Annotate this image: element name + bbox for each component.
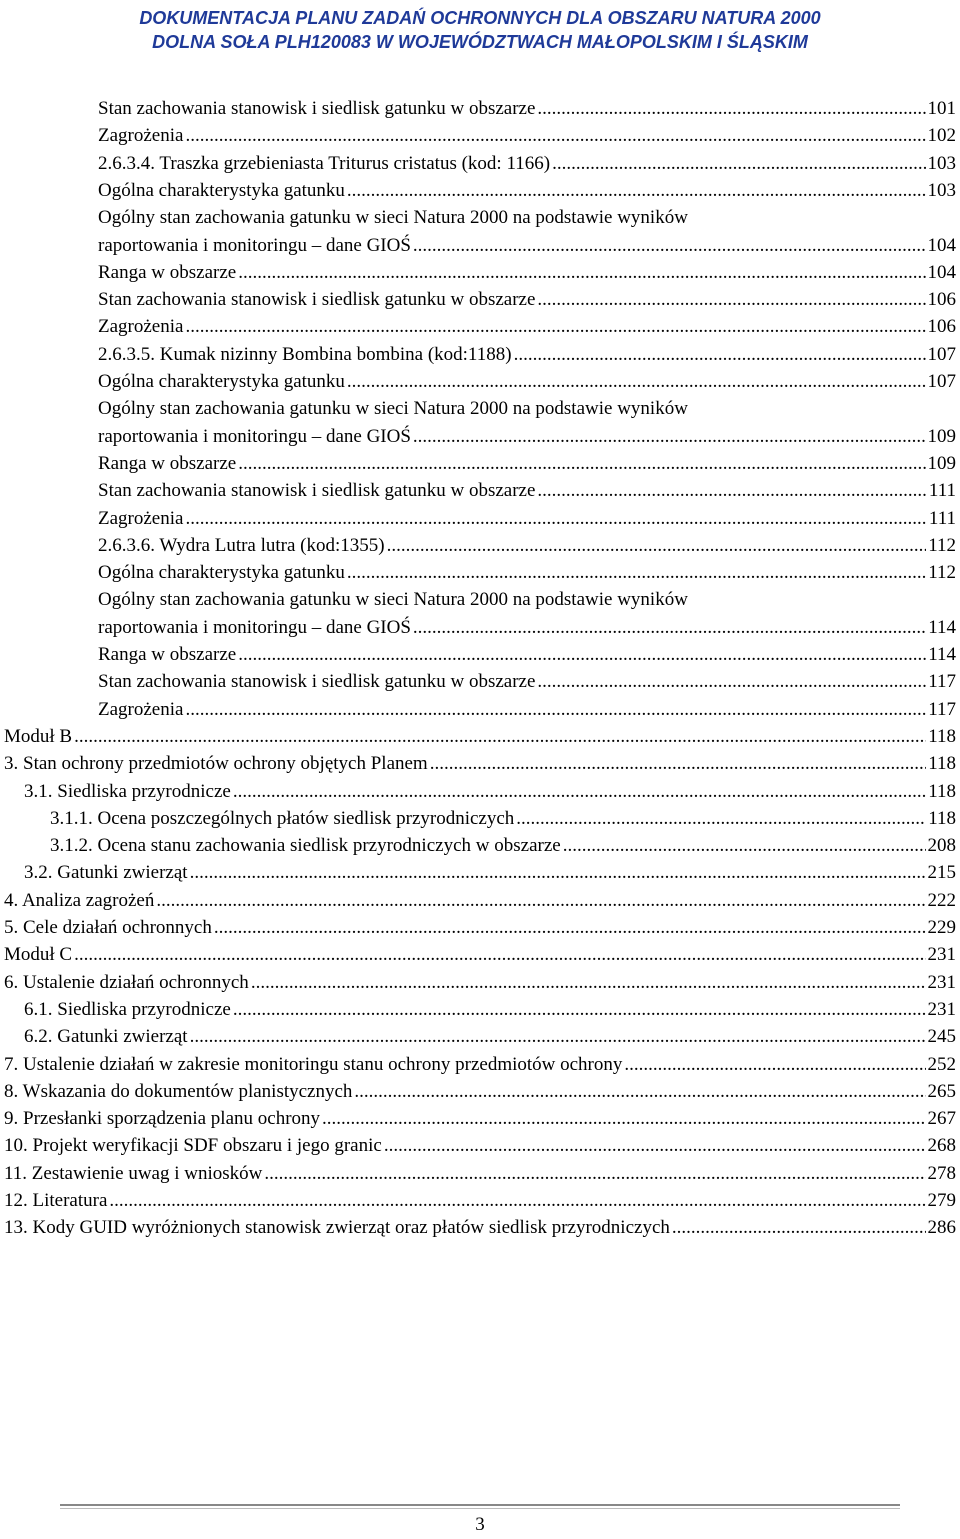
toc-entry-page: 102 [927, 125, 956, 146]
toc-entry-label: Stan zachowania stanowisk i siedlisk gatunku w obszarze [98, 98, 536, 119]
toc-entry-page: 231 [927, 944, 956, 965]
toc-entry[interactable] [98, 122, 956, 149]
toc-entry-label: 5. Cele działań ochronnych [4, 917, 212, 938]
toc-entry[interactable] [98, 286, 956, 313]
toc-entry-page: 118 [928, 726, 956, 747]
toc-leader-dots [251, 969, 926, 996]
toc-entry-label: raportowania i monitoringu – dane GIOŚ [98, 235, 411, 256]
toc-entry-label: 6. Ustalenie działań ochronnych [4, 972, 249, 993]
toc-leader-dots [537, 95, 925, 122]
toc-entry-page: 118 [928, 781, 956, 802]
toc-entry[interactable] [4, 1214, 956, 1241]
toc-entry[interactable] [4, 1132, 956, 1159]
toc-entry-page: 118 [928, 753, 956, 774]
toc-entry-page: 101 [927, 98, 956, 119]
toc-entry-label: Zagrożenia [98, 699, 184, 720]
toc-entry-page: 222 [927, 890, 956, 911]
toc-entry[interactable] [4, 1160, 956, 1187]
toc-entry-page: 109 [927, 426, 956, 447]
toc-entry-label: 3.1.1. Ocena poszczególnych płatów siedlisk przyrodniczych [50, 808, 515, 829]
toc-entry[interactable] [98, 423, 956, 450]
toc-entry-label: Zagrożenia [98, 316, 184, 337]
toc-entry[interactable] [98, 559, 956, 586]
toc-entry-label: 2.6.3.6. Wydra Lutra lutra (kod:1355) [98, 535, 385, 556]
toc-leader-dots [322, 1105, 925, 1132]
toc-entry-page: 107 [927, 371, 956, 392]
toc-entry-label: Stan zachowania stanowisk i siedlisk gatunku w obszarze [98, 671, 536, 692]
toc-leader-dots [190, 859, 926, 886]
toc-entry[interactable] [4, 887, 956, 914]
toc-entry-heading[interactable]: Ogólny stan zachowania gatunku w sieci Natura 2000 na podstawie wyników [98, 207, 688, 228]
toc-entry-label: 2.6.3.5. Kumak nizinny Bombina bombina (kod:1188) [98, 344, 512, 365]
toc-entry-label: 2.6.3.4. Traszka grzebieniasta Triturus cristatus (kod: 1166) [98, 153, 551, 174]
toc-entry-heading[interactable]: Ogólny stan zachowania gatunku w sieci Natura 2000 na podstawie wyników [98, 589, 688, 610]
toc-leader-dots [74, 941, 925, 968]
toc-entry[interactable] [24, 1023, 956, 1050]
toc-entry[interactable] [98, 668, 956, 695]
toc-entry-label: raportowania i monitoringu – dane GIOŚ [98, 426, 411, 447]
toc-entry[interactable] [98, 313, 956, 340]
toc-entry-page: 111 [928, 508, 956, 529]
toc-entry-page: 103 [927, 180, 956, 201]
toc-leader-dots [387, 532, 927, 559]
toc-entry-page: 117 [928, 671, 956, 692]
toc-entry-page: 103 [927, 153, 956, 174]
toc-entry-label: 3.2. Gatunki zwierząt [24, 862, 188, 883]
toc-entry[interactable] [50, 805, 956, 832]
toc-entry-page: 252 [927, 1054, 956, 1075]
toc-entry-label: Moduł B [4, 726, 73, 747]
toc-entry[interactable] [98, 95, 956, 122]
toc-entry-label: 10. Projekt weryfikacji SDF obszaru i jego granic [4, 1135, 382, 1156]
page-number: 3 [475, 1514, 485, 1535]
toc-entry-page: 245 [927, 1026, 956, 1047]
toc-entry[interactable] [98, 341, 956, 368]
toc-entry[interactable] [4, 1105, 956, 1132]
toc-entry-label: 8. Wskazania do dokumentów planistycznych [4, 1081, 353, 1102]
toc-entry-page: 107 [927, 344, 956, 365]
toc-leader-dots [672, 1214, 926, 1241]
toc-entry[interactable] [4, 914, 956, 941]
toc-entry[interactable] [50, 832, 956, 859]
toc-entry-page: 265 [927, 1081, 956, 1102]
toc-entry[interactable] [98, 177, 956, 204]
toc-leader-dots [233, 996, 926, 1023]
toc-entry[interactable] [98, 368, 956, 395]
toc-entry-page: 114 [928, 617, 956, 638]
toc-entry-page: 106 [927, 289, 956, 310]
toc-entry[interactable] [98, 450, 956, 477]
toc-entry-page: 208 [927, 835, 956, 856]
toc-entry-label: Zagrożenia [98, 508, 184, 529]
header-line-2: DOLNA SOŁA PLH120083 W WOJEWÓDZTWACH MAŁOPOLSKIM I ŚLĄSKIM [152, 32, 808, 52]
toc-entry-page: 278 [927, 1163, 956, 1184]
toc-entry-page: 231 [927, 999, 956, 1020]
toc-entry-label: 3.1.2. Ocena stanu zachowania siedlisk przyrodniczych w obszarze [50, 835, 561, 856]
toc-leader-dots [347, 177, 926, 204]
toc-entry-page: 109 [927, 453, 956, 474]
toc-entry[interactable] [98, 477, 956, 504]
toc-entry-page: 111 [928, 480, 956, 501]
toc-leader-dots [413, 423, 926, 450]
toc-leader-dots [185, 505, 926, 532]
toc-leader-dots [238, 641, 926, 668]
toc-entry-heading[interactable]: Ogólny stan zachowania gatunku w sieci Natura 2000 na podstawie wyników [98, 398, 688, 419]
toc-leader-dots [552, 150, 925, 177]
toc-leader-dots [190, 1023, 926, 1050]
toc-entry-label: Ranga w obszarze [98, 262, 237, 283]
toc-entry-label: 11. Zestawienie uwag i wniosków [4, 1163, 263, 1184]
toc-entry-label: 4. Analiza zagrożeń [4, 890, 155, 911]
toc-entry-page: 268 [927, 1135, 956, 1156]
toc-entry[interactable] [4, 750, 956, 777]
toc-entry[interactable] [24, 859, 956, 886]
toc-entry[interactable] [98, 259, 956, 286]
toc-leader-dots [354, 1078, 925, 1105]
toc-leader-dots [156, 887, 925, 914]
toc-leader-dots [430, 750, 926, 777]
toc-entry[interactable] [98, 150, 956, 177]
toc-leader-dots [537, 668, 926, 695]
toc-entry[interactable] [98, 614, 956, 641]
toc-entry-page: 229 [927, 917, 956, 938]
toc-entry-label: 13. Kody GUID wyróżnionych stanowisk zwierząt oraz płatów siedlisk przyrodniczych [4, 1217, 670, 1238]
toc-entry-page: 117 [928, 699, 956, 720]
toc-leader-dots [537, 477, 926, 504]
toc-leader-dots [347, 559, 926, 586]
toc-leader-dots [624, 1051, 925, 1078]
toc-entry-page: 215 [927, 862, 956, 883]
toc-entry[interactable] [4, 723, 956, 750]
toc-entry-label: 7. Ustalenie działań w zakresie monitoringu stanu ochrony przedmiotów ochrony [4, 1054, 623, 1075]
toc-leader-dots [347, 368, 926, 395]
toc-entry[interactable] [24, 778, 956, 805]
toc-entry[interactable] [4, 941, 956, 968]
toc-leader-dots [214, 914, 926, 941]
toc-entry-page: 104 [927, 262, 956, 283]
toc-leader-dots [185, 313, 925, 340]
toc-entry-label: Moduł C [4, 944, 73, 965]
toc-entry[interactable] [98, 232, 956, 259]
toc-entry-label: Stan zachowania stanowisk i siedlisk gatunku w obszarze [98, 289, 536, 310]
toc-leader-dots [233, 778, 926, 805]
toc-entry-page: 112 [928, 562, 956, 583]
toc-leader-dots [238, 450, 925, 477]
toc-leader-dots [514, 341, 926, 368]
toc-entry[interactable] [4, 969, 956, 996]
toc-entry-label: Ogólna charakterystyka gatunku [98, 562, 345, 583]
toc-entry-page: 231 [927, 972, 956, 993]
toc-entry-page: 104 [927, 235, 956, 256]
toc-leader-dots [74, 723, 926, 750]
toc-entry-label: 12. Literatura [4, 1190, 108, 1211]
toc-leader-dots [238, 259, 925, 286]
toc-entry-page: 267 [927, 1108, 956, 1129]
toc-entry-label: 9. Przesłanki sporządzenia planu ochrony [4, 1108, 321, 1129]
toc-entry[interactable] [98, 641, 956, 668]
toc-entry-label: Stan zachowania stanowisk i siedlisk gatunku w obszarze [98, 480, 536, 501]
toc-leader-dots [563, 832, 926, 859]
toc-leader-dots [413, 232, 926, 259]
toc-entry[interactable] [98, 505, 956, 532]
header-line-1: DOKUMENTACJA PLANU ZADAŃ OCHRONNYCH DLA OBSZARU NATURA 2000 [139, 8, 821, 28]
toc-entry-label: 3. Stan ochrony przedmiotów ochrony objętych Planem [4, 753, 428, 774]
toc-entry-label: raportowania i monitoringu – dane GIOŚ [98, 617, 411, 638]
toc-leader-dots [185, 122, 925, 149]
toc-leader-dots [109, 1187, 925, 1214]
toc-entry[interactable] [4, 1187, 956, 1214]
toc-entry-page: 114 [928, 644, 956, 665]
toc-entry-page: 279 [927, 1190, 956, 1211]
toc-entry[interactable] [24, 996, 956, 1023]
toc-entry-label: Ogólna charakterystyka gatunku [98, 180, 345, 201]
toc-entry-label: 6.2. Gatunki zwierząt [24, 1026, 188, 1047]
toc-entry[interactable] [4, 1051, 956, 1078]
toc-leader-dots [537, 286, 925, 313]
footer-rule [60, 1504, 900, 1506]
toc-leader-dots [516, 805, 926, 832]
toc-entry-page: 112 [928, 535, 956, 556]
toc-entry-label: Ogólna charakterystyka gatunku [98, 371, 345, 392]
toc-entry-page: 118 [928, 808, 956, 829]
toc-entry[interactable] [98, 696, 956, 723]
toc-entry-label: 6.1. Siedliska przyrodnicze [24, 999, 231, 1020]
toc-leader-dots [264, 1160, 925, 1187]
toc-leader-dots [413, 614, 926, 641]
footer-rule-thin [60, 1508, 900, 1509]
toc-entry-label: Ranga w obszarze [98, 453, 237, 474]
toc-entry[interactable] [98, 532, 956, 559]
toc-entry[interactable] [4, 1078, 956, 1105]
toc-entry-page: 106 [927, 316, 956, 337]
toc-entry-page: 286 [927, 1217, 956, 1238]
toc-leader-dots [384, 1132, 926, 1159]
toc-leader-dots [185, 696, 926, 723]
toc-entry-label: 3.1. Siedliska przyrodnicze [24, 781, 231, 802]
document-header [0, 6, 960, 54]
toc-entry-label: Zagrożenia [98, 125, 184, 146]
toc-entry-label: Ranga w obszarze [98, 644, 237, 665]
